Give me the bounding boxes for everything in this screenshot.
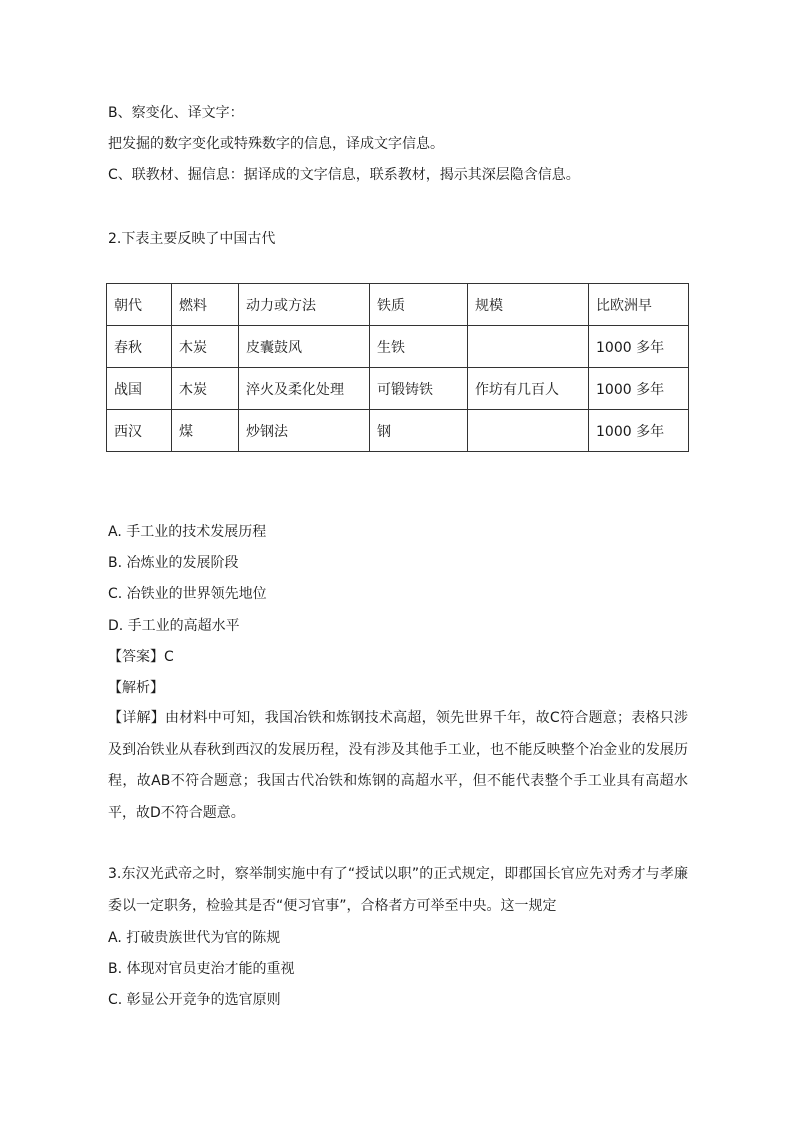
- table-cell: 木炭: [172, 326, 239, 368]
- question-2-option-a: A. 手工业的技术发展历程: [108, 524, 267, 540]
- question-3-option-b: B. 体现对官员吏治才能的重视: [108, 961, 295, 977]
- table-cell: 皮囊鼓风: [239, 326, 370, 368]
- table-header-cell: 比欧洲早: [589, 284, 689, 326]
- intro-c-desc: C、联教材、掘信息：据译成的文字信息，联系教材，揭示其深层隐含信息。: [108, 167, 580, 183]
- table-cell: 煤: [172, 410, 239, 452]
- intro-b-desc: 把发掘的数字变化或特殊数字的信息，译成文字信息。: [108, 136, 444, 152]
- question-2-detail: 【详解】由材料中可知，我国冶铁和炼钢技术高超，领先世界千年，故C符合题意；表格只涉及到冶铁业从春秋到西汉的发展历程，没有涉及其他手工业，也不能反映整个冶金业的发展历程，故AB不符合题意；我国古代冶铁和炼钢的高超水平，但不能代表整个手工业具有高超水平，故D不符合题意。: [108, 710, 688, 821]
- question-2-answer: 【答案】C: [108, 649, 174, 665]
- question-3-stem: 3.东汉光武帝之时，察举制实施中有了“授试以职”的正式规定，即郡国长官应先对秀才与孝廉委以一定职务，检验其是否“便习官事”，合格者方可举至中央。这一规定: [108, 866, 688, 914]
- table-header-cell: 动力或方法: [239, 284, 370, 326]
- table-cell: 1000 多年: [589, 368, 689, 410]
- table-row: [107, 410, 689, 452]
- table-cell: [468, 410, 589, 452]
- table-cell: 生铁: [370, 326, 468, 368]
- table-cell: 钢: [370, 410, 468, 452]
- table-row: [107, 368, 689, 410]
- table-header-cell: 规模: [468, 284, 589, 326]
- table-header-cell: 铁质: [370, 284, 468, 326]
- table-cell: 木炭: [172, 368, 239, 410]
- question-2-option-b: B. 冶炼业的发展阶段: [108, 555, 239, 571]
- table-cell: 西汉: [107, 410, 172, 452]
- table-cell: [468, 326, 589, 368]
- table-cell: 战国: [107, 368, 172, 410]
- table-cell: 作坊有几百人: [468, 368, 589, 410]
- table-cell: 可锻铸铁: [370, 368, 468, 410]
- question-2-option-c: C. 冶铁业的世界领先地位: [108, 586, 267, 602]
- table-header-row: [107, 284, 689, 326]
- question-2-stem: 2.下表主要反映了中国古代: [108, 231, 276, 247]
- table-header-cell: 朝代: [107, 284, 172, 326]
- intro-b-title: B、察变化、译文字：: [108, 105, 244, 121]
- table-cell: 1000 多年: [589, 326, 689, 368]
- table-cell: 炒钢法: [239, 410, 370, 452]
- question-3-option-c: C. 彰显公开竞争的选官原则: [108, 992, 281, 1008]
- question-3-option-a: A. 打破贵族世代为官的陈规: [108, 930, 281, 946]
- question-2-option-d: D. 手工业的高超水平: [108, 618, 240, 634]
- table-cell: 春秋: [107, 326, 172, 368]
- table-cell: 1000 多年: [589, 410, 689, 452]
- table-row: [107, 326, 689, 368]
- question-2-analysis-label: 【解析】: [108, 680, 164, 696]
- table-cell: 淬火及柔化处理: [239, 368, 370, 410]
- iron-smelting-table: [106, 283, 689, 452]
- table-header-cell: 燃料: [172, 284, 239, 326]
